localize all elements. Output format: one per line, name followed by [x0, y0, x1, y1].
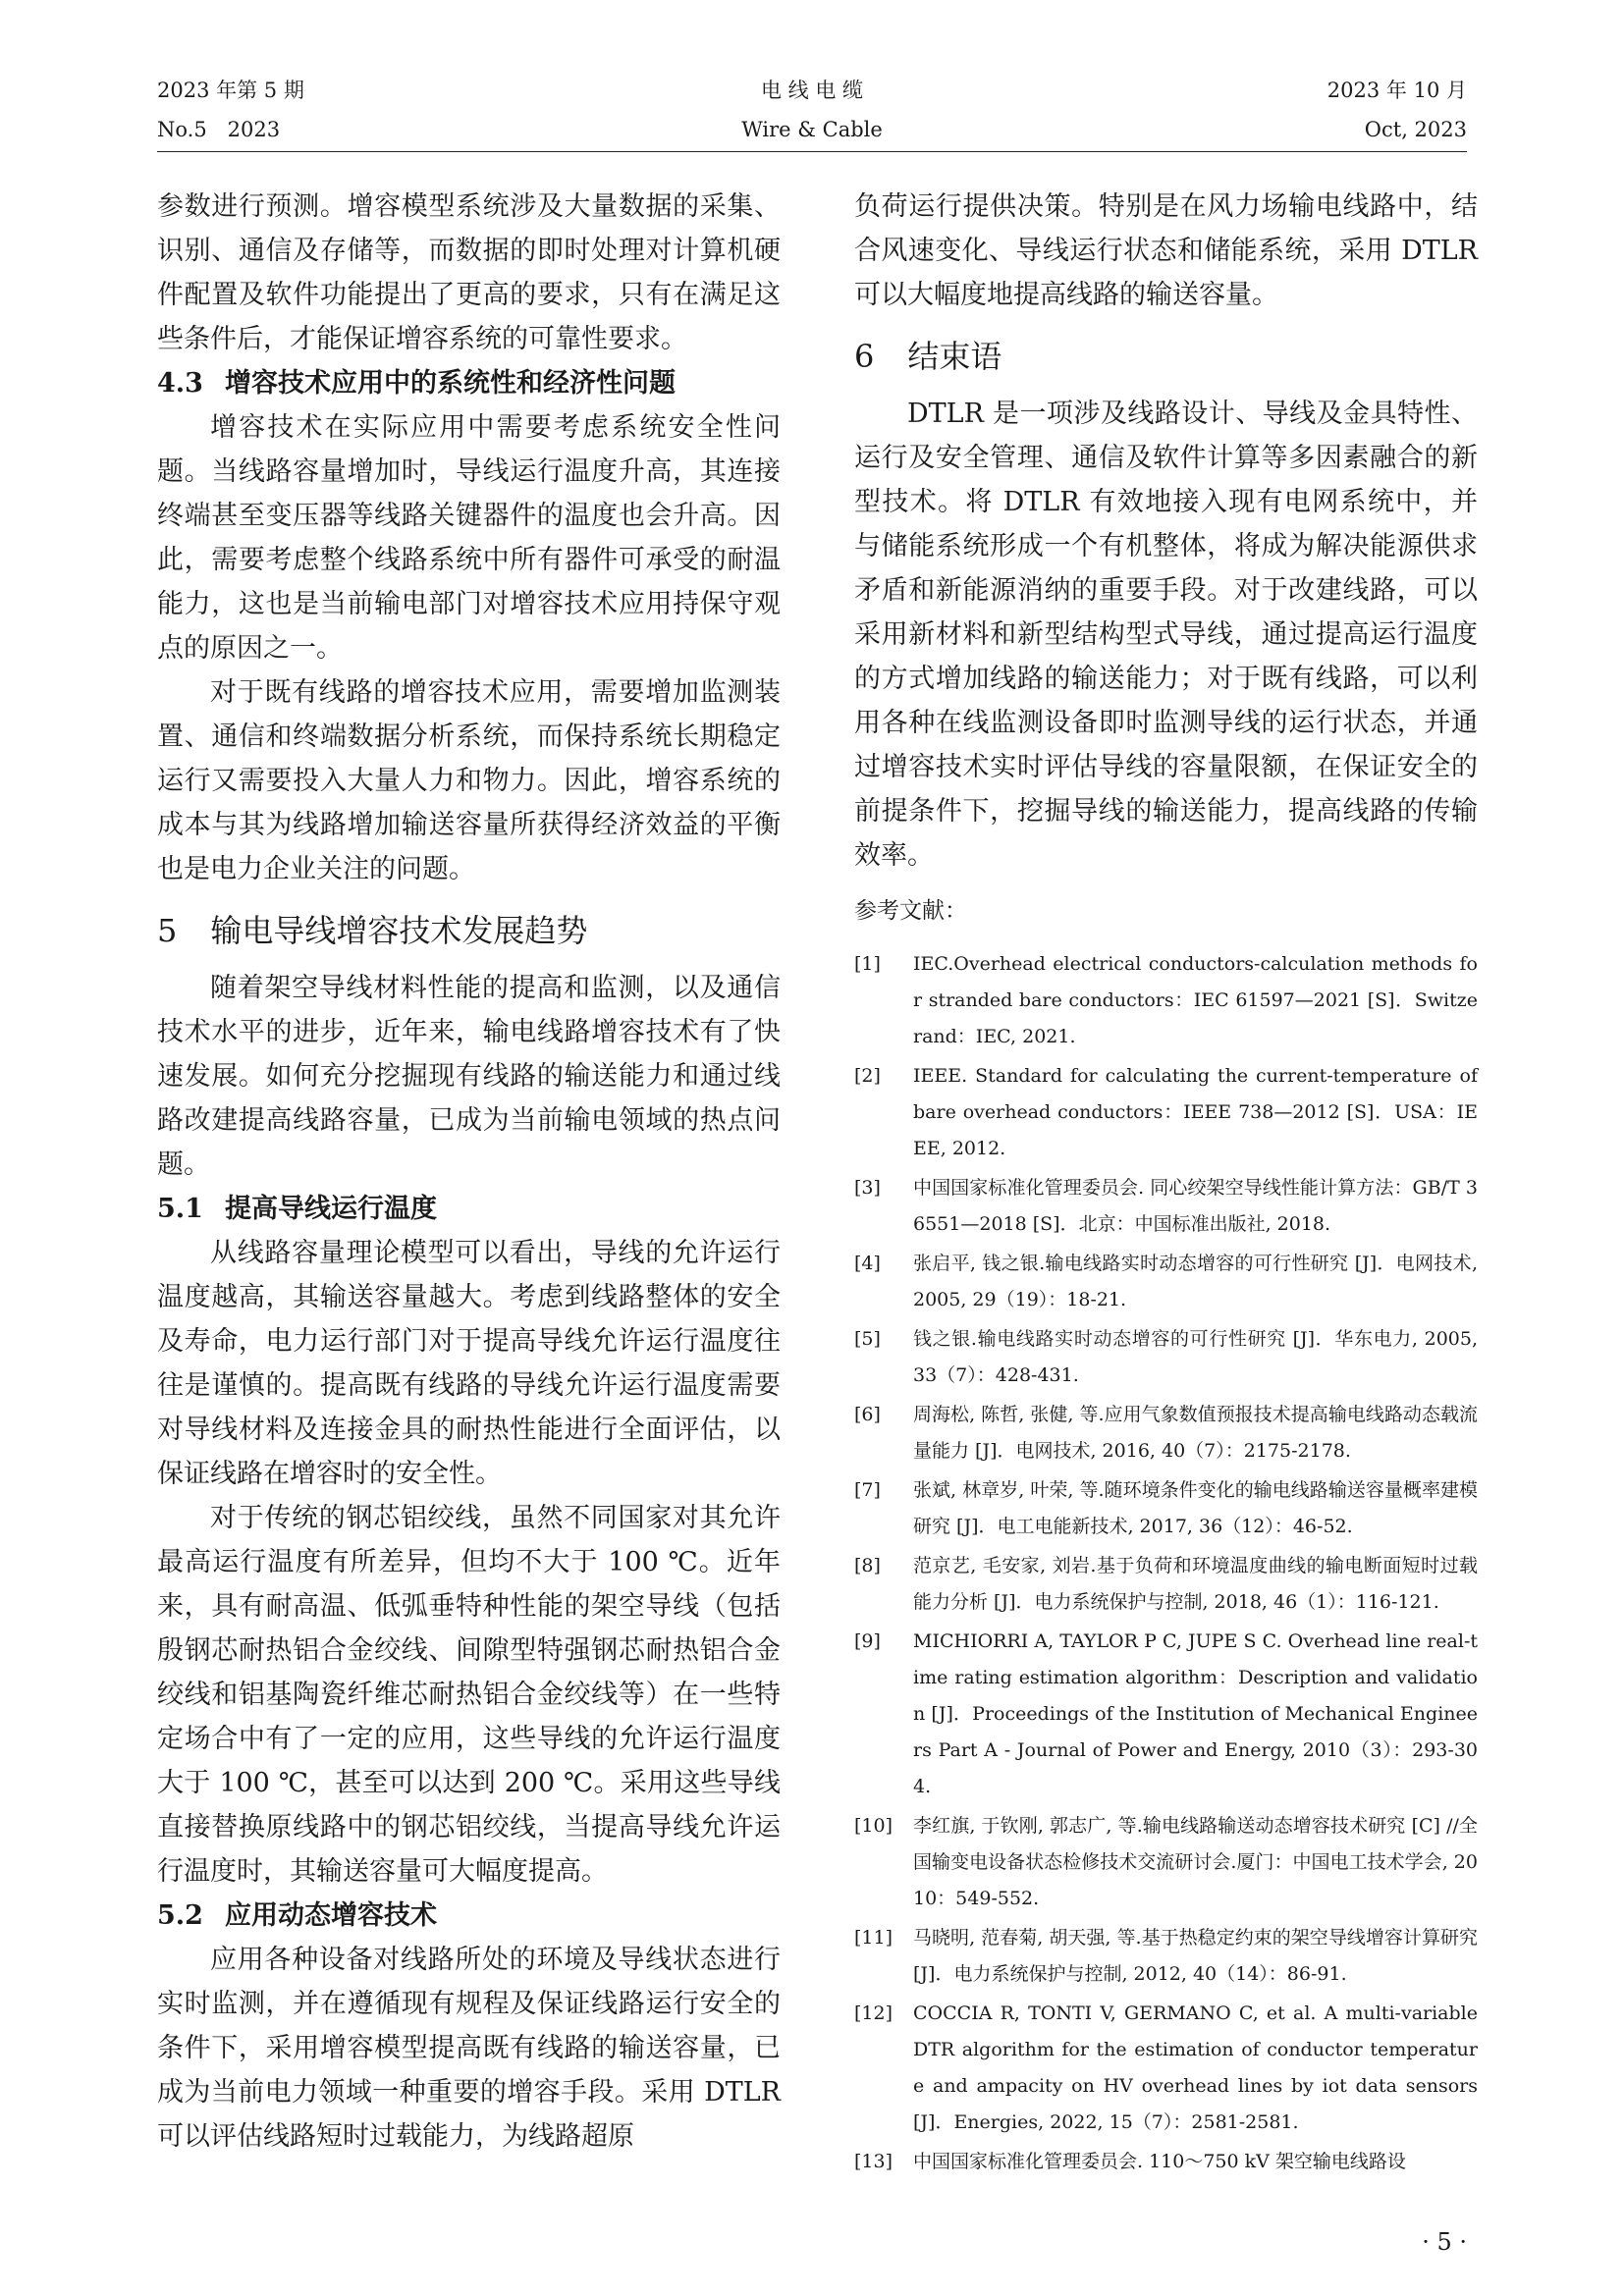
reference-item: [854, 1058, 1478, 1167]
reference-list: [854, 946, 1478, 2180]
reference-item: [854, 1472, 1478, 1545]
reference-item: [854, 1397, 1478, 1469]
reference-text: 范京艺, 毛安家, 刘岩.基于负荷和环境温度曲线的输电断面短时过载能力分析 [J]．电力系统保护与控制, 2018, 46（1）：116-121.: [913, 1555, 1478, 1613]
reference-text: 李红旗, 于钦刚, 郭志广, 等.输电线路输送动态增容技术研究 [C] //全国输变电设备状态检修技术交流研讨会.厦门：中国电工技术学会, 2010：549-552.: [913, 1815, 1478, 1909]
paragraph: 对于传统的钢芯铝绞线，虽然不同国家对其允许最高运行温度有所差异，但均不大于 100 ℃。近年来，具有耐高温、低弧垂特种性能的架空导线（包括殷钢芯耐热铝合金绞线、间隙型特强钢芯耐热铝合金绞线和铝基陶瓷纤维芯耐热铝合金绞线等）在一些特定场合中有了一定的应用，这些导线的允许运行温度大于 100 ℃，甚至可以达到 200 ℃。采用这些导线直接替换原线路中的钢芯铝绞线，当提高导线允许运行温度时，其输送容量可大幅度提高。: [157, 1503, 781, 1887]
subsection-heading-5-1: [157, 1187, 781, 1231]
right-column: [854, 185, 1478, 2183]
reference-number: [12]: [854, 2002, 893, 2024]
paragraph: 负荷运行提供决策。特别是在风力场输电线路中，结合风速变化、导线运行状态和储能系统，采用 DTLR 可以大幅度地提高线路的输送容量。: [854, 191, 1478, 310]
reference-number: [6]: [854, 1404, 881, 1425]
reference-text: IEC.Overhead electrical conductors-calculation methods for stranded bare conductors：IEC 61597—2021 [S]．Switzerand：IEC, 2021.: [913, 953, 1478, 1047]
header-journal-en: Wire & Cable: [741, 118, 883, 141]
section-heading-6: [854, 331, 1478, 382]
subsection-heading-5-2: [157, 1894, 781, 1938]
reference-number: [8]: [854, 1555, 881, 1576]
reference-number: [2]: [854, 1065, 881, 1087]
left-column: [157, 185, 781, 2159]
paragraph: 参数进行预测。增容模型系统涉及大量数据的采集、识别、通信及存储等，而数据的即时处理对计算机硬件配置及软件功能提出了更高的要求，只有在满足这些条件后，才能保证增容系统的可靠性要求。: [157, 191, 781, 354]
reference-number: [11]: [854, 1927, 893, 1949]
header-issue-en: No.5 2023: [157, 118, 281, 141]
section-title: 结束语: [907, 338, 1002, 375]
reference-text: 张斌, 林章岁, 叶荣, 等.随环境条件变化的输电线路输送容量概率建模研究 [J]．电工电能新技术, 2017, 36（12）：46-52.: [913, 1479, 1478, 1537]
paragraph: DTLR 是一项涉及线路设计、导线及金具特性、运行及安全管理、通信及软件计算等多因素融合的新型技术。将 DTLR 有效地接入现有电网系统中，并与储能系统形成一个有机整体，将成为解决能源供求矛盾和新能源消纳的重要手段。对于改建线路，可以采用新材料和新型结构型式导线，通过提高运行温度的方式增加线路的输送能力；对于既有线路，可以利用各种在线监测设备即时监测导线的运行状态，并通过增容技术实时评估导线的容量限额，在保证安全的前提条件下，挖掘导线的输送能力，提高线路的传输效率。: [854, 399, 1478, 871]
header-journal-cn: 电 线 电 缆: [760, 79, 864, 102]
subsection-number: 4.3: [157, 368, 203, 399]
page-number: · 5 ·: [1422, 2228, 1467, 2256]
header-date: [1327, 71, 1467, 149]
section-heading-5: [157, 905, 781, 956]
reference-item: [854, 1996, 1478, 2141]
reference-item: [854, 1920, 1478, 1993]
reference-text: 中国国家标准化管理委员会. 同心绞架空导线性能计算方法：GB/T 36551—2018 [S]．北京：中国标准出版社, 2018.: [913, 1177, 1478, 1235]
section-number: 5: [157, 912, 178, 949]
reference-item: [854, 1624, 1478, 1805]
reference-item: [854, 1808, 1478, 1917]
reference-number: [3]: [854, 1177, 881, 1199]
references-title: 参考文献：: [854, 898, 967, 924]
reference-number: [1]: [854, 953, 881, 975]
reference-text: IEEE. Standard for calculating the current-temperature of bare overhead conductors：IEEE 738—2012 [S]．USA：IEEE, 2012.: [913, 1065, 1478, 1159]
header-rule: [157, 151, 1467, 152]
reference-number: [7]: [854, 1479, 881, 1501]
reference-text: 张启平, 钱之银.输电线路实时动态增容的可行性研究 [J]．电网技术, 2005, 29（19）：18-21.: [913, 1253, 1478, 1310]
subsection-title: 提高导线运行温度: [224, 1194, 437, 1224]
header-date-cn: 2023 年 10 月: [1326, 79, 1467, 102]
reference-text: 马晓明, 范春菊, 胡天强, 等.基于热稳定约束的架空导线增容计算研究 [J]．电力系统保护与控制, 2012, 40（14）：86-91.: [913, 1927, 1478, 1985]
header-date-en: Oct, 2023: [1364, 118, 1467, 141]
paragraph: 增容技术在实际应用中需要考虑系统安全性问题。当线路容量增加时，导线运行温度升高，其连接终端甚至变压器等线路关键器件的温度也会升高。因此，需要考虑整个线路系统中所有器件可承受的耐温能力，这也是当前输电部门对增容技术应用持保守观点的原因之一。: [157, 412, 781, 664]
subsection-title: 增容技术应用中的系统性和经济性问题: [224, 368, 676, 399]
paragraph: 随着架空导线材料性能的提高和监测，以及通信技术水平的进步，近年来，输电线路增容技术有了快速发展。如何充分挖掘现有线路的输送能力和通过线路改建提高线路容量，已成为当前输电领域的热点问题。: [157, 973, 781, 1180]
header-journal: [157, 71, 1467, 149]
reference-number: [5]: [854, 1328, 881, 1350]
subsection-title: 应用动态增容技术: [224, 1900, 437, 1931]
reference-number: [13]: [854, 2151, 893, 2172]
reference-text: 中国国家标准化管理委员会. 110～750 kV 架空输电线路设: [913, 2151, 1406, 2172]
subsection-number: 5.2: [157, 1900, 203, 1931]
reference-number: [10]: [854, 1815, 893, 1837]
section-number: 6: [854, 338, 875, 375]
reference-item: [854, 1548, 1478, 1621]
reference-item: [854, 2144, 1478, 2180]
reference-text: 钱之银.输电线路实时动态增容的可行性研究 [J]．华东电力, 2005, 33（7）：428-431.: [913, 1328, 1478, 1386]
reference-text: COCCIA R, TONTI V, GERMANO C, et al. A multi-variable DTR algorithm for the estimation of conductor temperature and ampacity on HV overhead lines by iot data sensors [J]．Energies, 2022, 15（7）：2581-2581.: [913, 2002, 1478, 2133]
reference-item: [854, 1170, 1478, 1243]
reference-text: MICHIORRI A, TAYLOR P C, JUPE S C. Overhead line real-time rating estimation algorithm：Description and validation [J]．Proceedings of the Institution of Mechanical Engineers Part A - Journal of Power and Energy, 2010（3）：293-304.: [913, 1630, 1478, 1797]
section-title: 输电导线增容技术发展趋势: [210, 912, 588, 949]
subsection-heading-4-3: [157, 361, 781, 405]
reference-number: [4]: [854, 1253, 881, 1274]
paragraph: 应用各种设备对线路所处的环境及导线状态进行实时监测，并在遵循现有规程及保证线路运行安全的条件下，采用增容模型提高既有线路的输送容量，已成为当前电力领域一种重要的增容手段。采用 DTLR 可以评估线路短时过载能力，为线路超原: [157, 1945, 781, 2152]
paragraph: 对于既有线路的增容技术应用，需要增加监测装置、通信和终端数据分析系统，而保持系统长期稳定运行又需要投入大量人力和物力。因此，增容系统的成本与其为线路增加输送容量所获得经济效益的平衡也是电力企业关注的问题。: [157, 677, 781, 884]
reference-number: [9]: [854, 1630, 881, 1652]
header-issue-cn: 2023 年第 5 期: [157, 79, 304, 102]
reference-item: [854, 946, 1478, 1055]
reference-item: [854, 1321, 1478, 1394]
subsection-number: 5.1: [157, 1194, 203, 1224]
page-header: [157, 71, 1467, 149]
paragraph: 从线路容量理论模型可以看出，导线的允许运行温度越高，其输送容量越大。考虑到线路整体的安全及寿命，电力运行部门对于提高导线允许运行温度往往是谨慎的。提高既有线路的导线允许运行温度需要对导线材料及连接金具的耐热性能进行全面评估，以保证线路在增容时的安全性。: [157, 1238, 781, 1489]
reference-text: 周海松, 陈哲, 张健, 等.应用气象数值预报技术提高输电线路动态载流量能力 [J]．电网技术, 2016, 40（7）：2175-2178.: [913, 1404, 1478, 1462]
reference-item: [854, 1246, 1478, 1318]
